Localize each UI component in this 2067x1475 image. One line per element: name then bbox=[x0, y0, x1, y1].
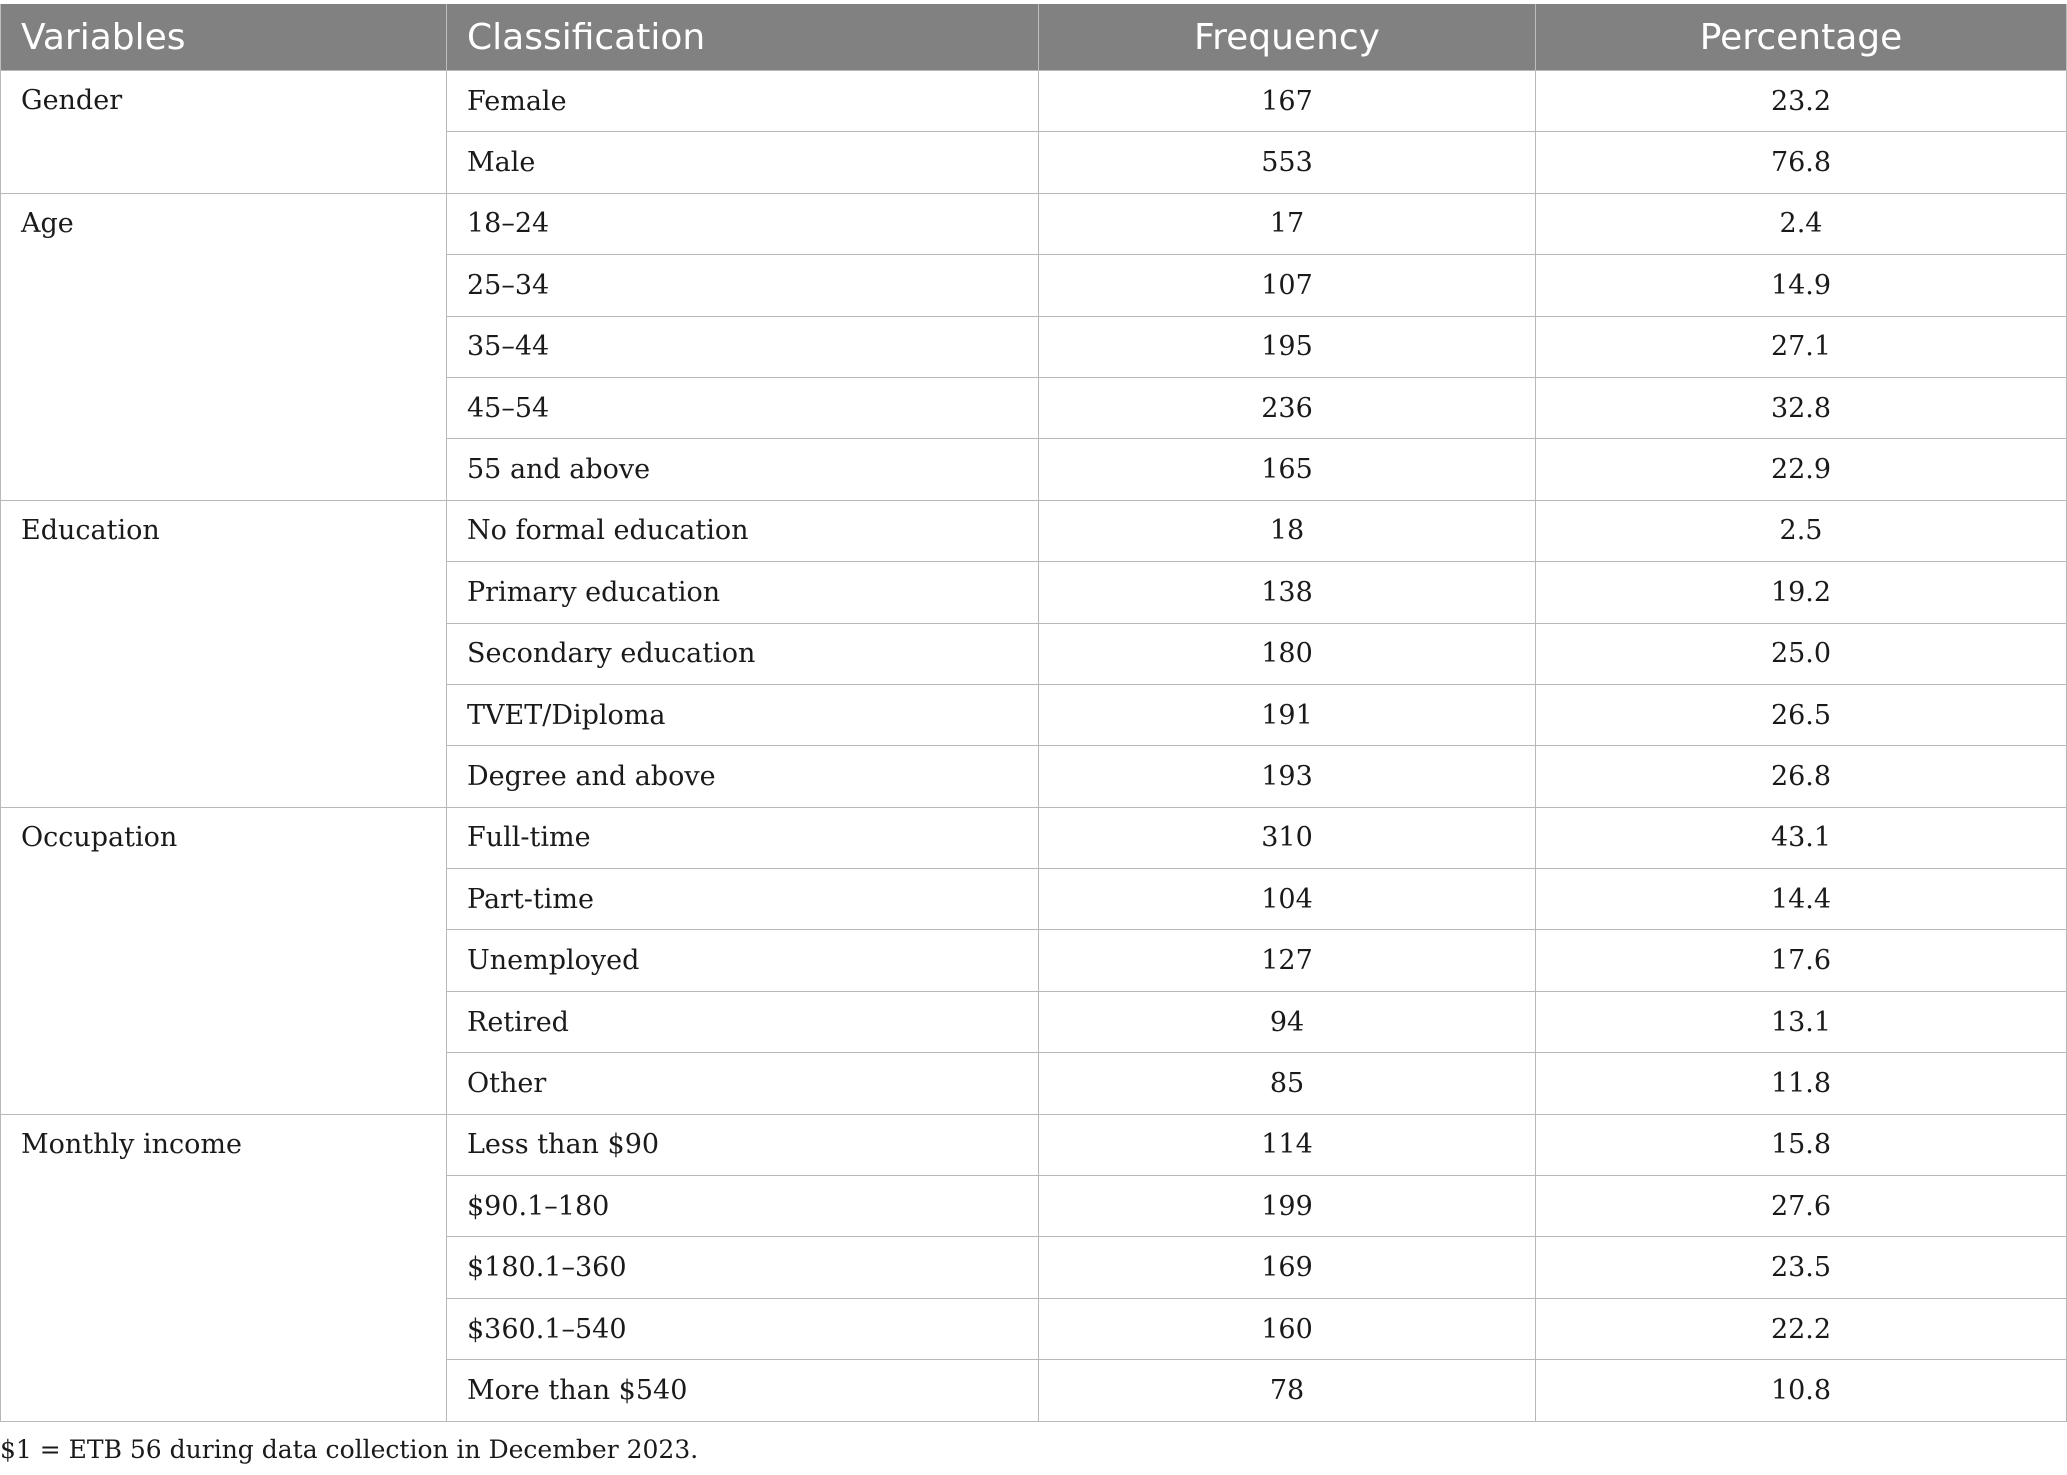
frequency-cell: 236 bbox=[1039, 377, 1536, 438]
percentage-cell: 23.5 bbox=[1536, 1237, 2067, 1298]
classification-cell: TVET/Diploma bbox=[447, 684, 1039, 745]
percentage-cell: 19.2 bbox=[1536, 562, 2067, 623]
frequency-cell: 193 bbox=[1039, 746, 1536, 807]
header-frequency: Frequency bbox=[1039, 4, 1536, 71]
classification-cell: Primary education bbox=[447, 562, 1039, 623]
percentage-cell: 15.8 bbox=[1536, 1114, 2067, 1175]
percentage-cell: 27.6 bbox=[1536, 1176, 2067, 1237]
percentage-cell: 76.8 bbox=[1536, 132, 2067, 193]
frequency-cell: 17 bbox=[1039, 193, 1536, 254]
percentage-cell: 43.1 bbox=[1536, 807, 2067, 868]
classification-cell: Female bbox=[447, 71, 1039, 132]
frequency-cell: 104 bbox=[1039, 869, 1536, 930]
classification-cell: Other bbox=[447, 1053, 1039, 1114]
classification-cell: $360.1–540 bbox=[447, 1298, 1039, 1359]
classification-cell: Retired bbox=[447, 991, 1039, 1052]
frequency-cell: 195 bbox=[1039, 316, 1536, 377]
percentage-cell: 11.8 bbox=[1536, 1053, 2067, 1114]
header-classification: Classification bbox=[447, 4, 1039, 71]
header-variables: Variables bbox=[1, 4, 447, 71]
table-row bbox=[1, 193, 2067, 254]
percentage-cell: 13.1 bbox=[1536, 991, 2067, 1052]
frequency-cell: 191 bbox=[1039, 684, 1536, 745]
frequency-cell: 138 bbox=[1039, 562, 1536, 623]
frequency-cell: 107 bbox=[1039, 255, 1536, 316]
percentage-cell: 22.9 bbox=[1536, 439, 2067, 500]
frequency-cell: 165 bbox=[1039, 439, 1536, 500]
frequency-cell: 78 bbox=[1039, 1360, 1536, 1421]
header-percentage: Percentage bbox=[1536, 4, 2067, 71]
percentage-cell: 32.8 bbox=[1536, 377, 2067, 438]
table-row bbox=[1, 807, 2067, 868]
classification-cell: 45–54 bbox=[447, 377, 1039, 438]
header-row bbox=[1, 4, 2067, 71]
percentage-cell: 26.5 bbox=[1536, 684, 2067, 745]
percentage-cell: 2.4 bbox=[1536, 193, 2067, 254]
frequency-cell: 180 bbox=[1039, 623, 1536, 684]
variable-cell: Occupation bbox=[1, 807, 447, 1114]
frequency-cell: 94 bbox=[1039, 991, 1536, 1052]
percentage-cell: 14.4 bbox=[1536, 869, 2067, 930]
percentage-cell: 25.0 bbox=[1536, 623, 2067, 684]
classification-cell: Less than $90 bbox=[447, 1114, 1039, 1175]
classification-cell: Secondary education bbox=[447, 623, 1039, 684]
classification-cell: No formal education bbox=[447, 500, 1039, 561]
variable-cell: Education bbox=[1, 500, 447, 807]
table-footnote: $1 = ETB 56 during data collection in December 2023. bbox=[0, 1435, 699, 1464]
frequency-cell: 199 bbox=[1039, 1176, 1536, 1237]
classification-cell: 25–34 bbox=[447, 255, 1039, 316]
classification-cell: 35–44 bbox=[447, 316, 1039, 377]
frequency-cell: 18 bbox=[1039, 500, 1536, 561]
demographics-table-container bbox=[0, 4, 2067, 1422]
classification-cell: Degree and above bbox=[447, 746, 1039, 807]
classification-cell: Part-time bbox=[447, 869, 1039, 930]
classification-cell: $180.1–360 bbox=[447, 1237, 1039, 1298]
frequency-cell: 114 bbox=[1039, 1114, 1536, 1175]
frequency-cell: 167 bbox=[1039, 71, 1536, 132]
frequency-cell: 553 bbox=[1039, 132, 1536, 193]
percentage-cell: 2.5 bbox=[1536, 500, 2067, 561]
frequency-cell: 127 bbox=[1039, 930, 1536, 991]
table-row bbox=[1, 500, 2067, 561]
classification-cell: $90.1–180 bbox=[447, 1176, 1039, 1237]
demographics-table bbox=[0, 4, 2067, 1422]
percentage-cell: 14.9 bbox=[1536, 255, 2067, 316]
percentage-cell: 17.6 bbox=[1536, 930, 2067, 991]
table-header bbox=[1, 4, 2067, 71]
frequency-cell: 160 bbox=[1039, 1298, 1536, 1359]
classification-cell: 55 and above bbox=[447, 439, 1039, 500]
variable-cell: Age bbox=[1, 193, 447, 500]
variable-cell: Gender bbox=[1, 71, 447, 194]
percentage-cell: 27.1 bbox=[1536, 316, 2067, 377]
frequency-cell: 310 bbox=[1039, 807, 1536, 868]
classification-cell: Full-time bbox=[447, 807, 1039, 868]
percentage-cell: 26.8 bbox=[1536, 746, 2067, 807]
percentage-cell: 10.8 bbox=[1536, 1360, 2067, 1421]
classification-cell: Male bbox=[447, 132, 1039, 193]
classification-cell: Unemployed bbox=[447, 930, 1039, 991]
table-row bbox=[1, 71, 2067, 132]
percentage-cell: 22.2 bbox=[1536, 1298, 2067, 1359]
table-body bbox=[1, 71, 2067, 1422]
percentage-cell: 23.2 bbox=[1536, 71, 2067, 132]
table-row bbox=[1, 1114, 2067, 1175]
classification-cell: 18–24 bbox=[447, 193, 1039, 254]
classification-cell: More than $540 bbox=[447, 1360, 1039, 1421]
frequency-cell: 169 bbox=[1039, 1237, 1536, 1298]
frequency-cell: 85 bbox=[1039, 1053, 1536, 1114]
variable-cell: Monthly income bbox=[1, 1114, 447, 1421]
